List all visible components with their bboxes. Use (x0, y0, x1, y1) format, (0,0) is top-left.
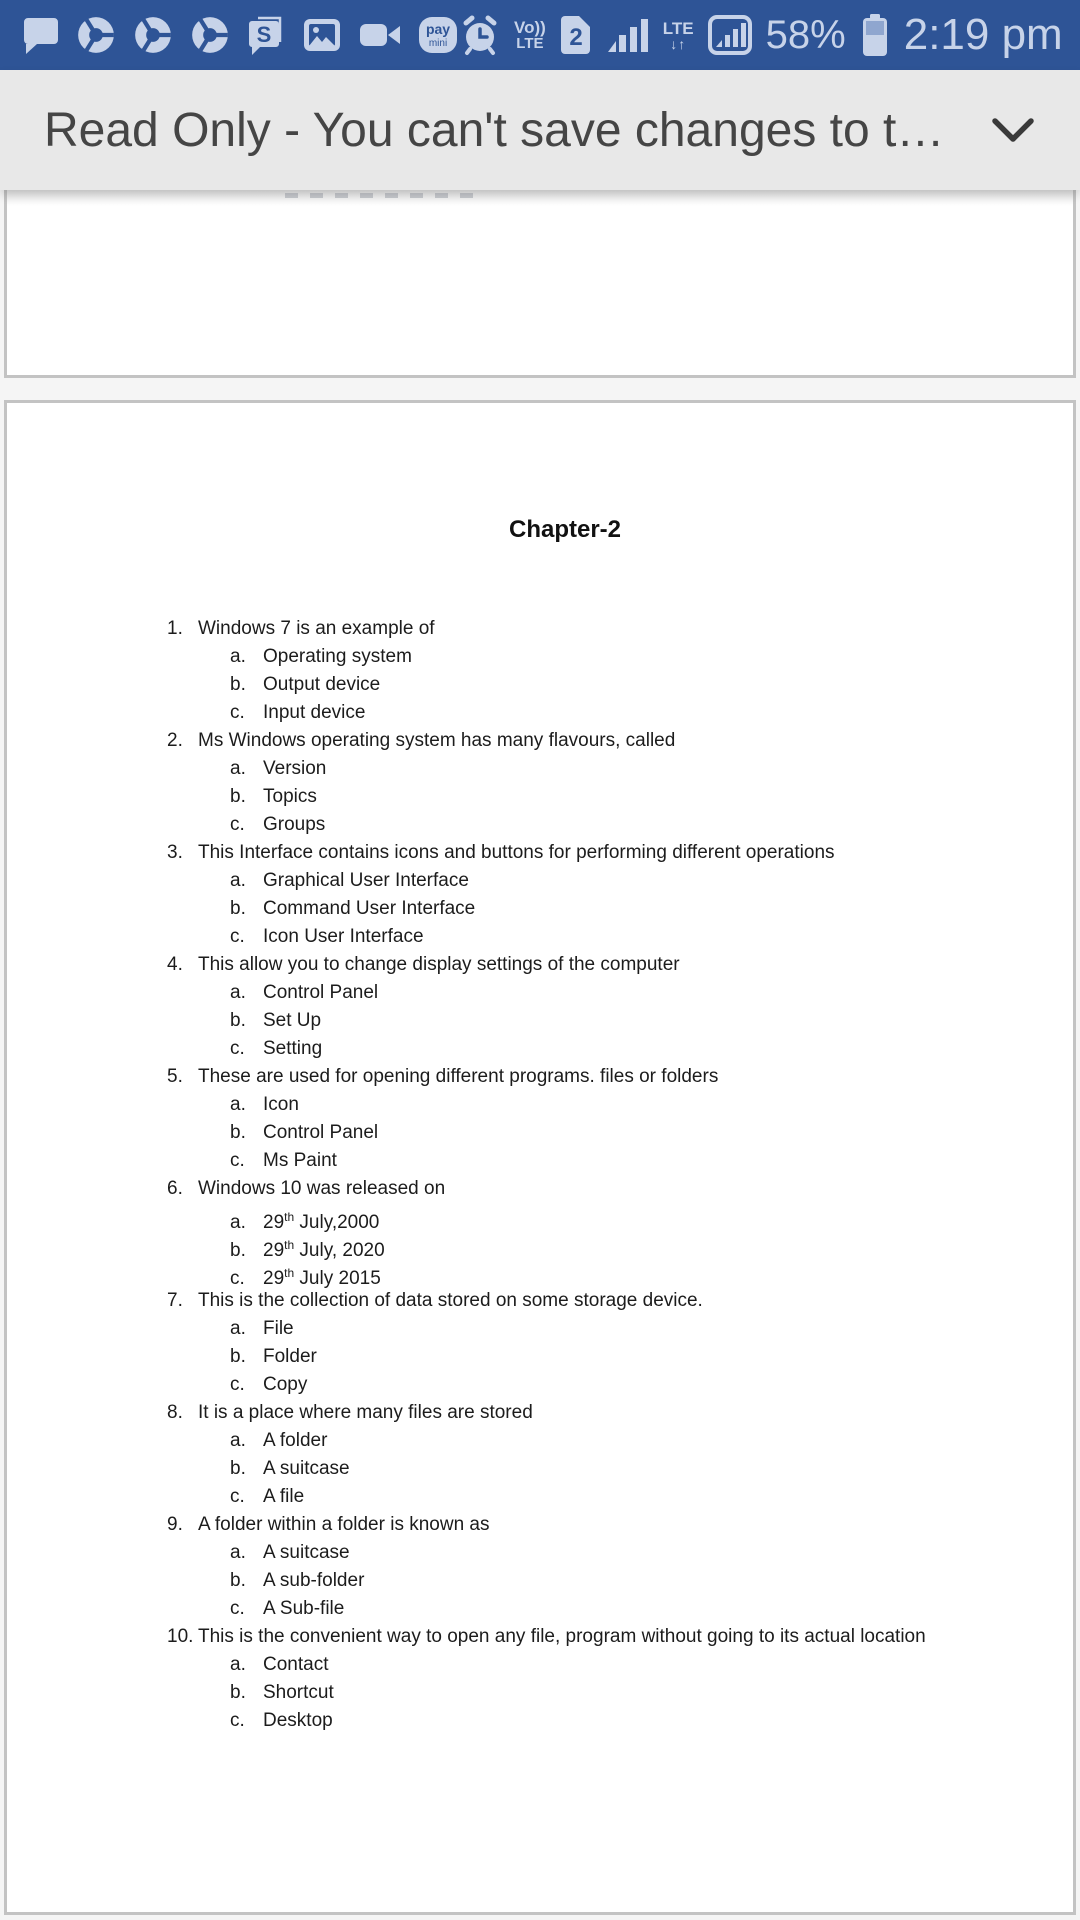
option-label: b. (230, 1122, 246, 1143)
s-letter: S (256, 22, 272, 47)
option-text: Operating system (263, 646, 412, 667)
option-line (160, 923, 970, 951)
sim-slot-number: 2 (569, 24, 583, 51)
option-line (160, 1343, 970, 1371)
option-text: July,2000 (294, 1212, 380, 1233)
option-label: a. (230, 1318, 246, 1339)
option-line (160, 1315, 970, 1343)
status-bar (0, 0, 1080, 70)
option-text: Folder (263, 1346, 317, 1367)
option-label: a. (230, 1542, 246, 1563)
option-label: c. (230, 1038, 245, 1059)
question-text: Ms Windows operating system has many flavours, called (198, 730, 676, 751)
message-icon (20, 14, 60, 56)
lte-label: LTE (662, 18, 694, 38)
battery-percentage: 58% (765, 12, 846, 57)
question-number: 6. (167, 1178, 183, 1199)
option-text: Control Panel (263, 1122, 379, 1143)
option-label: b. (230, 1570, 246, 1591)
chevron-down-icon[interactable] (990, 115, 1036, 145)
signal-strength-icon (606, 15, 650, 55)
question-text: Windows 10 was released on (198, 1178, 446, 1199)
option-text: A suitcase (263, 1458, 350, 1479)
question-text: These are used for opening different programs. files or folders (198, 1066, 719, 1087)
question-text: This allow you to change display settings of the computer (198, 954, 680, 975)
option-label: a. (230, 1212, 246, 1233)
option-line (160, 1035, 970, 1063)
document-scroll-area[interactable] (0, 190, 1080, 1920)
readonly-banner[interactable] (0, 70, 1080, 190)
option-label: a. (230, 1430, 246, 1451)
option-line (160, 671, 970, 699)
clipped-text-remnant (285, 193, 475, 198)
option-text-superscript: th (284, 1238, 295, 1252)
option-label: a. (230, 646, 246, 667)
question-number: 1. (167, 618, 183, 639)
option-text: Ms Paint (263, 1150, 337, 1171)
mini-label: mini (428, 38, 448, 49)
volte-indicator (514, 19, 546, 51)
option-text: Output device (263, 674, 381, 695)
option-label: a. (230, 1094, 246, 1115)
option-text: Graphical User Interface (263, 870, 469, 891)
option-line (160, 1707, 970, 1735)
option-text: 29 (263, 1212, 285, 1233)
option-text-superscript: th (284, 1266, 295, 1280)
option-text: A suitcase (263, 1542, 350, 1563)
option-line (160, 755, 970, 783)
video-camera-icon (358, 15, 402, 55)
option-text: July 2015 (294, 1268, 381, 1289)
option-line (160, 783, 970, 811)
option-label: b. (230, 1346, 246, 1367)
option-line (160, 1679, 970, 1707)
notification-icons (20, 13, 459, 57)
option-line (160, 979, 970, 1007)
document-page-previous[interactable] (4, 190, 1076, 378)
question-line (160, 615, 970, 643)
option-label: c. (230, 1486, 245, 1507)
option-text: A file (263, 1486, 305, 1507)
option-text: July, 2020 (294, 1240, 385, 1261)
pay-mini-app-icon (417, 14, 459, 56)
option-text: File (263, 1318, 294, 1339)
question-line (160, 951, 970, 979)
readonly-banner-text: Read Only - You can't save changes to t… (44, 103, 945, 157)
option-line (160, 1567, 970, 1595)
option-text: A sub-folder (263, 1570, 365, 1591)
option-text: Icon (263, 1094, 299, 1115)
option-label: c. (230, 1710, 245, 1731)
option-line (160, 1203, 970, 1231)
option-line (160, 895, 970, 923)
system-status-icons (459, 10, 1063, 60)
option-label: a. (230, 758, 246, 779)
option-line (160, 1231, 970, 1259)
question-number: 5. (167, 1066, 183, 1087)
sim-card-2-icon (559, 13, 593, 57)
question-number: 4. (167, 954, 183, 975)
question-line (160, 727, 970, 755)
option-line (160, 1539, 970, 1567)
option-text: Version (263, 758, 327, 779)
option-text: Copy (263, 1374, 308, 1395)
option-label: b. (230, 786, 246, 807)
option-label: c. (230, 926, 245, 947)
lte-network-indicator (663, 20, 694, 51)
question-number: 2. (167, 730, 183, 751)
option-line (160, 1147, 970, 1175)
option-line (160, 699, 970, 727)
document-page-current[interactable] (4, 400, 1076, 1915)
option-text: Topics (263, 786, 317, 807)
lte-up-down-arrows-icon: ↓↑ (670, 35, 687, 52)
option-line (160, 1455, 970, 1483)
battery-icon (859, 12, 891, 58)
question-line (160, 1511, 970, 1539)
option-label: c. (230, 702, 245, 723)
volte-bottom-label: LTE (516, 35, 544, 52)
question-line (160, 1175, 970, 1203)
option-text: Set Up (263, 1010, 322, 1031)
question-text: This is the convenient way to open any file, program without going to its actual location (198, 1626, 926, 1647)
mobile-data-signal-icon (707, 14, 753, 56)
s-note-app-icon (246, 13, 286, 57)
question-number: 10. (167, 1626, 194, 1647)
option-line (160, 1371, 970, 1399)
chrome-icon (132, 14, 174, 56)
option-line (160, 643, 970, 671)
option-label: a. (230, 982, 246, 1003)
option-label: b. (230, 1682, 246, 1703)
option-text: A folder (263, 1430, 328, 1451)
option-text: Groups (263, 814, 326, 835)
option-label: c. (230, 1150, 245, 1171)
option-line (160, 867, 970, 895)
option-text: Shortcut (263, 1682, 334, 1703)
question-line (160, 1287, 970, 1315)
gallery-icon (301, 15, 343, 55)
option-label: a. (230, 1654, 246, 1675)
option-label: b. (230, 1458, 246, 1479)
option-line (160, 1119, 970, 1147)
option-line (160, 1091, 970, 1119)
question-line (160, 1063, 970, 1091)
option-label: c. (230, 1374, 245, 1395)
option-label: c. (230, 814, 245, 835)
question-line (160, 1399, 970, 1427)
question-number: 3. (167, 842, 183, 863)
option-line (160, 1651, 970, 1679)
question-list (160, 615, 970, 1735)
chrome-icon (75, 14, 117, 56)
question-text: It is a place where many files are stored (198, 1402, 533, 1423)
option-text: 29 (263, 1268, 285, 1289)
chapter-title: Chapter-2 (508, 516, 622, 543)
clock-time: 2:19 pm (903, 10, 1063, 59)
option-label: b. (230, 674, 246, 695)
question-number: 9. (167, 1514, 183, 1535)
option-line (160, 1259, 970, 1287)
option-text-superscript: th (284, 1210, 295, 1224)
volte-top-label: Vo)) (514, 18, 546, 37)
question-text: This is the collection of data stored on some storage device. (198, 1290, 703, 1311)
option-text: Setting (263, 1038, 323, 1059)
question-text: Windows 7 is an example of (198, 618, 435, 639)
option-label: c. (230, 1598, 245, 1619)
option-line (160, 1427, 970, 1455)
question-text: A folder within a folder is known as (198, 1514, 490, 1535)
chrome-icon (189, 14, 231, 56)
option-text: Command User Interface (263, 898, 476, 919)
option-text: A Sub-file (263, 1598, 345, 1619)
option-text: Control Panel (263, 982, 379, 1003)
option-line (160, 1007, 970, 1035)
question-text: This Interface contains icons and buttons for performing different operations (198, 842, 835, 863)
page-content (160, 515, 970, 1735)
option-label: a. (230, 870, 246, 891)
question-number: 8. (167, 1402, 183, 1423)
option-label: b. (230, 1240, 246, 1261)
option-label: c. (230, 1268, 245, 1289)
option-text: Icon User Interface (263, 926, 424, 947)
option-line (160, 1483, 970, 1511)
question-line (160, 839, 970, 867)
option-line (160, 811, 970, 839)
option-text: 29 (263, 1240, 285, 1261)
alarm-clock-icon (459, 13, 501, 57)
option-label: b. (230, 898, 246, 919)
pay-label: pay (425, 21, 451, 37)
option-label: b. (230, 1010, 246, 1031)
option-line (160, 1595, 970, 1623)
option-text: Input device (263, 702, 366, 723)
option-text: Desktop (263, 1710, 333, 1731)
question-line (160, 1623, 970, 1651)
option-text: Contact (263, 1654, 329, 1675)
question-number: 7. (167, 1290, 183, 1311)
